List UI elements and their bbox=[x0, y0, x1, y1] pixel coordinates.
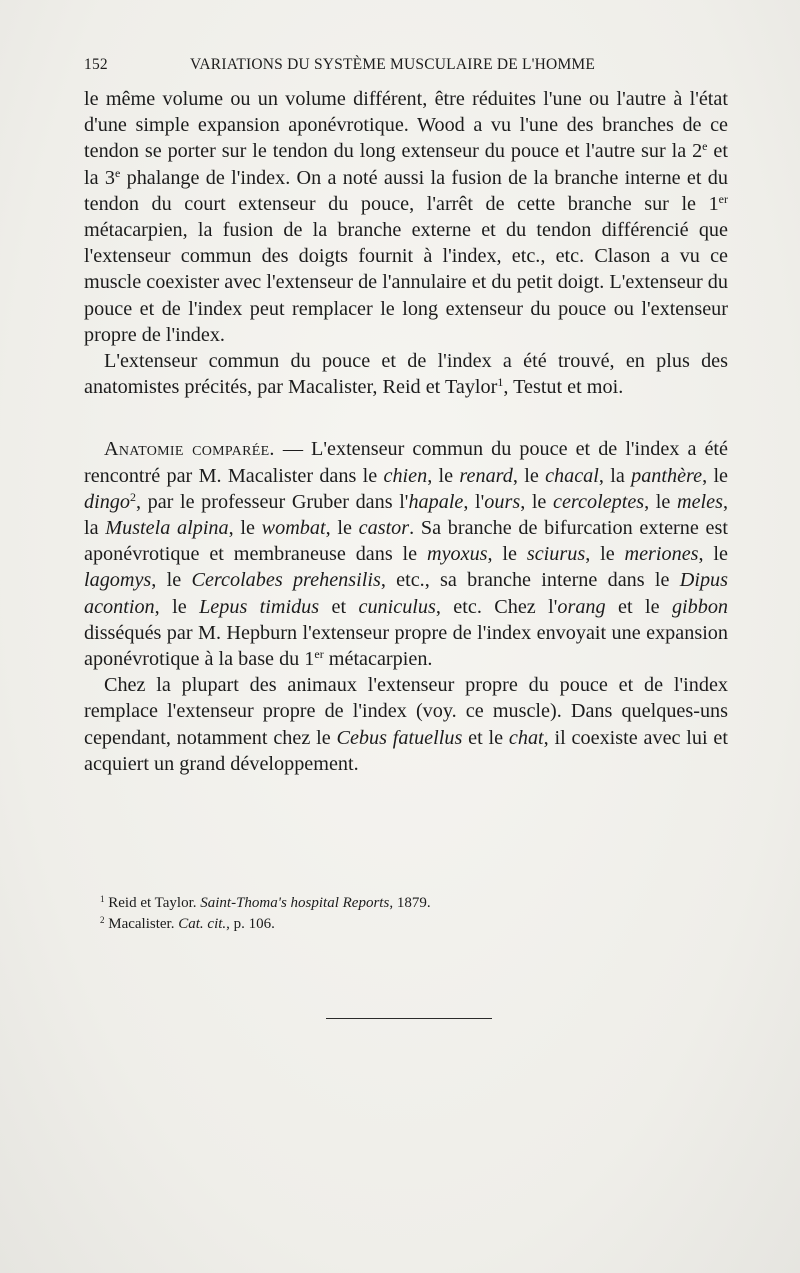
species-name: Cebus fatuellus bbox=[336, 726, 463, 749]
species-name: chat bbox=[508, 726, 544, 749]
section-gap bbox=[84, 400, 728, 436]
text-run: et le bbox=[605, 595, 672, 618]
footnote-text: , 1879. bbox=[389, 895, 431, 911]
text-run: , Testut et moi. bbox=[503, 376, 624, 399]
footnote-ref[interactable]: 1 bbox=[497, 375, 504, 390]
text-run: Chez la plupart des animaux l'extenseur propre du pouce et de l'index remplace l'extenseur propre de l'index (voy. ce muscle). Dans quelques-uns cependant, notamment chez le bbox=[84, 674, 728, 749]
text-run: le même volume ou un volume différent, être réduites l'une ou l'autre à l'état d'une simple expansion aponévrotique. Wood a vu l'une des branches de ce tendon se porter sur le tendon du long extenseur du pouce et l'autre sur la 2 bbox=[84, 88, 728, 163]
text-run: , la bbox=[598, 464, 632, 487]
text-run: , etc. Chez l' bbox=[435, 595, 558, 618]
species-name: lagomys bbox=[84, 569, 152, 592]
species-name: Mustela alpina bbox=[105, 517, 229, 540]
text-run: , etc., sa branche interne dans le bbox=[380, 569, 680, 592]
footnote bbox=[100, 893, 720, 914]
species-name: sciurus bbox=[526, 543, 586, 566]
text-run: , le bbox=[702, 464, 729, 487]
superscript: er bbox=[314, 647, 324, 662]
text-run: et le bbox=[462, 726, 509, 749]
footnotes bbox=[100, 893, 720, 935]
paragraph-continuation bbox=[84, 86, 728, 348]
footnote-mark: 1 bbox=[100, 894, 105, 904]
species-name: Lepus timidus bbox=[199, 595, 320, 618]
species-name: meriones bbox=[624, 543, 699, 566]
section-heading: Anatomie comparée. bbox=[104, 438, 275, 461]
species-name: Dipus acontion bbox=[84, 569, 728, 618]
text-run: métacarpien. bbox=[323, 648, 433, 671]
species-name: chacal bbox=[545, 464, 599, 487]
text-run: , le bbox=[228, 517, 262, 540]
footnote-text: Reid et Taylor. bbox=[104, 895, 201, 911]
text-run: et la 3 bbox=[84, 140, 728, 189]
text-run: . Sa branche de bifurcation externe est aponévrotique et membraneuse dans le bbox=[84, 517, 728, 566]
section-end-rule bbox=[326, 1018, 492, 1019]
superscript: e bbox=[702, 139, 708, 154]
text-run: , le bbox=[520, 490, 553, 513]
text-run: , le bbox=[644, 490, 677, 513]
species-name: meles bbox=[676, 490, 723, 513]
species-name: dingo bbox=[84, 490, 130, 513]
text-run: , il coexiste avec lui et acquiert un grand développement. bbox=[84, 726, 728, 775]
text-run: , la bbox=[84, 490, 728, 540]
species-name: ours bbox=[484, 490, 521, 513]
species-name: castor bbox=[358, 517, 410, 540]
text-run: , le bbox=[325, 517, 359, 540]
species-name: orang bbox=[557, 595, 606, 618]
footnote-text: , p. 106. bbox=[226, 916, 275, 932]
superscript: e bbox=[114, 165, 121, 180]
species-name: cuniculus bbox=[358, 595, 436, 618]
text-run: , le bbox=[427, 464, 460, 487]
footnote bbox=[100, 914, 720, 935]
text-run: , le bbox=[487, 543, 527, 566]
species-name: hapale bbox=[408, 490, 464, 513]
text-run: L'extenseur commun du pouce et de l'index a été trouvé, en plus des anatomistes précités, par Macalister, Reid et Taylor bbox=[84, 350, 728, 399]
text-run: — L'extenseur commun du pouce et de l'index a été rencontré par M. Macalister dans le bbox=[84, 438, 728, 487]
text-run: , l' bbox=[463, 490, 485, 513]
text-run: , le bbox=[154, 595, 200, 618]
text-run: , le bbox=[151, 569, 192, 592]
text-run: , par le professeur Gruber dans l' bbox=[135, 490, 409, 513]
paragraph-observers bbox=[84, 348, 728, 400]
species-name: myoxus bbox=[426, 543, 488, 566]
running-title: VARIATIONS DU SYSTÈME MUSCULAIRE DE L'HOMME bbox=[190, 56, 596, 73]
text-run: , le bbox=[585, 543, 625, 566]
species-name: wombat bbox=[261, 517, 326, 540]
footnote-text: Macalister. bbox=[104, 916, 179, 932]
species-name: panthère bbox=[631, 464, 703, 487]
text-run: métacarpien, la fusion de la branche externe et du tendon différencié que l'extenseur commun des doigts fournit à l'index, etc., etc. Clason a vu ce muscle coexister avec l'extenseur de l'annulaire et du petit doigt. L'extenseur du pouce et de l'index peut remplacer le long extenseur du pouce ou l'extenseur propre de l'index. bbox=[84, 219, 728, 346]
text-run: , le bbox=[698, 543, 728, 566]
species-name: renard bbox=[459, 464, 513, 487]
text-run: disséqués par M. Hepburn l'extenseur propre de l'index envoyait une expansion aponévrotique à la base du 1 bbox=[84, 621, 728, 671]
paragraph-animals bbox=[84, 672, 728, 777]
species-name: gibbon bbox=[671, 595, 729, 618]
superscript: er bbox=[718, 191, 728, 206]
paragraph-comparative-anatomy bbox=[84, 436, 728, 672]
species-name: chien bbox=[383, 464, 428, 487]
main-text bbox=[84, 86, 728, 777]
page-number: 152 bbox=[84, 56, 108, 73]
footnote-source: Saint-Thoma's hospital Reports bbox=[200, 895, 390, 911]
text-run: phalange de l'index. On a noté aussi la fusion de la branche interne et du tendon du court extenseur du pouce, l'arrêt de cette branche sur le 1 bbox=[84, 166, 728, 215]
species-name: cercoleptes bbox=[553, 490, 645, 513]
text-run: , le bbox=[512, 464, 546, 487]
footnote-ref[interactable]: 2 bbox=[129, 489, 136, 504]
text-run: et bbox=[319, 595, 359, 618]
footnote-mark: 2 bbox=[100, 915, 105, 925]
footnote-source: Cat. cit. bbox=[178, 916, 227, 932]
species-name: Cercolabes prehensilis bbox=[191, 569, 381, 592]
page-header bbox=[84, 56, 728, 80]
